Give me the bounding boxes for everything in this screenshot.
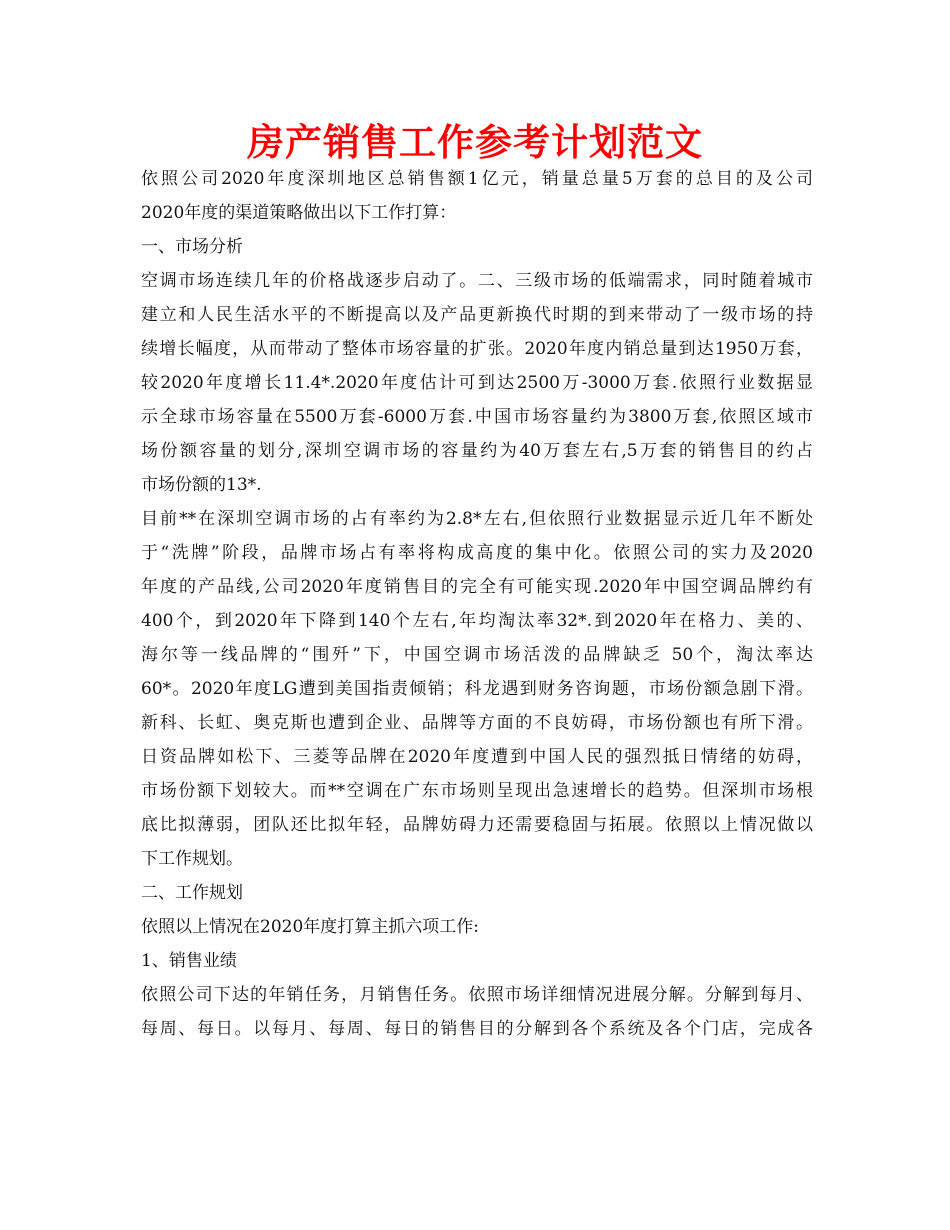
paragraph-line: 空调市场连续几年的价格战逐步启动了。二、三级市场的低端需求，同时随着城市 bbox=[141, 271, 813, 291]
subsection-heading: 1、销售业绩 bbox=[141, 951, 237, 971]
paragraph-line: 400个，到2020年下降到140个左右,年均淘汰率32*.到2020年在格力、美的、 bbox=[141, 611, 813, 631]
paragraph-line: 示全球市场容量在5500万套-6000万套.中国市场容量约为3800万套,依照区域市 bbox=[141, 407, 813, 427]
paragraph-line: 每周、每日。以每月、每周、每日的销售目的分解到各个系统及各个门店，完成各 bbox=[141, 1019, 813, 1039]
document-title: 房产销售工作参考计划范文 bbox=[247, 121, 703, 164]
paragraph-line: 新科、长虹、奥克斯也遭到企业、品牌等方面的不良妨碍，市场份额也有所下滑。 bbox=[141, 713, 813, 733]
paragraph-line: 下工作规划。 bbox=[141, 849, 243, 869]
paragraph-line: 续增长幅度，从而带动了整体市场容量的扩张。2020年度内销总量到达1950万套， bbox=[141, 339, 813, 359]
paragraph-line: 海尔等一线品牌的“围歼”下，中国空调市场活泼的品牌缺乏 50个，淘汰率达 bbox=[141, 645, 813, 665]
paragraph-line: 依照公司2020年度深圳地区总销售额1亿元，销量总量5万套的总目的及公司 bbox=[141, 169, 813, 189]
paragraph-line: 底比拟薄弱，团队还比拟年轻，品牌妨碍力还需要稳固与拓展。依照以上情况做以 bbox=[141, 815, 813, 835]
paragraph-line: 2020年度的渠道策略做出以下工作打算： bbox=[141, 203, 457, 223]
section-heading: 一、市场分析 bbox=[141, 237, 243, 257]
paragraph-line: 目前**在深圳空调市场的占有率约为2.8*左右,但依照行业数据显示近几年不断处 bbox=[141, 509, 813, 529]
paragraph-line: 依照以上情况在2020年度打算主抓六项工作: bbox=[141, 917, 479, 937]
paragraph-line: 日资品牌如松下、三菱等品牌在2020年度遭到中国人民的强烈抵日情绪的妨碍， bbox=[141, 747, 813, 767]
paragraph-line: 年度的产品线,公司2020年度销售目的完全有可能实现.2020年中国空调品牌约有 bbox=[141, 577, 813, 597]
paragraph-line: 市场份额下划较大。而**空调在广东市场则呈现出急速增长的趋势。但深圳市场根 bbox=[141, 781, 813, 801]
paragraph-line: 于“洗牌”阶段，品牌市场占有率将构成高度的集中化。依照公司的实力及2020 bbox=[141, 543, 813, 563]
paragraph-line: 建立和人民生活水平的不断提高以及产品更新换代时期的到来带动了一级市场的持 bbox=[141, 305, 813, 325]
document-body bbox=[141, 162, 813, 1046]
paragraph-line: 依照公司下达的年销任务，月销售任务。依照市场详细情况进展分解。分解到每月、 bbox=[141, 985, 813, 1005]
section-heading: 二、工作规划 bbox=[141, 883, 243, 903]
paragraph-line: 60*。2020年度LG遭到美国指责倾销；科龙遇到财务咨询题，市场份额急剧下滑。 bbox=[141, 679, 813, 699]
paragraph-line: 市场份额的13*. bbox=[141, 475, 262, 495]
paragraph-line: 较2020年度增长11.4*.2020年度估计可到达2500万-3000万套.依照行业数据显 bbox=[141, 373, 813, 393]
paragraph-line: 场份额容量的划分,深圳空调市场的容量约为40万套左右,5万套的销售目的约占 bbox=[141, 441, 813, 461]
